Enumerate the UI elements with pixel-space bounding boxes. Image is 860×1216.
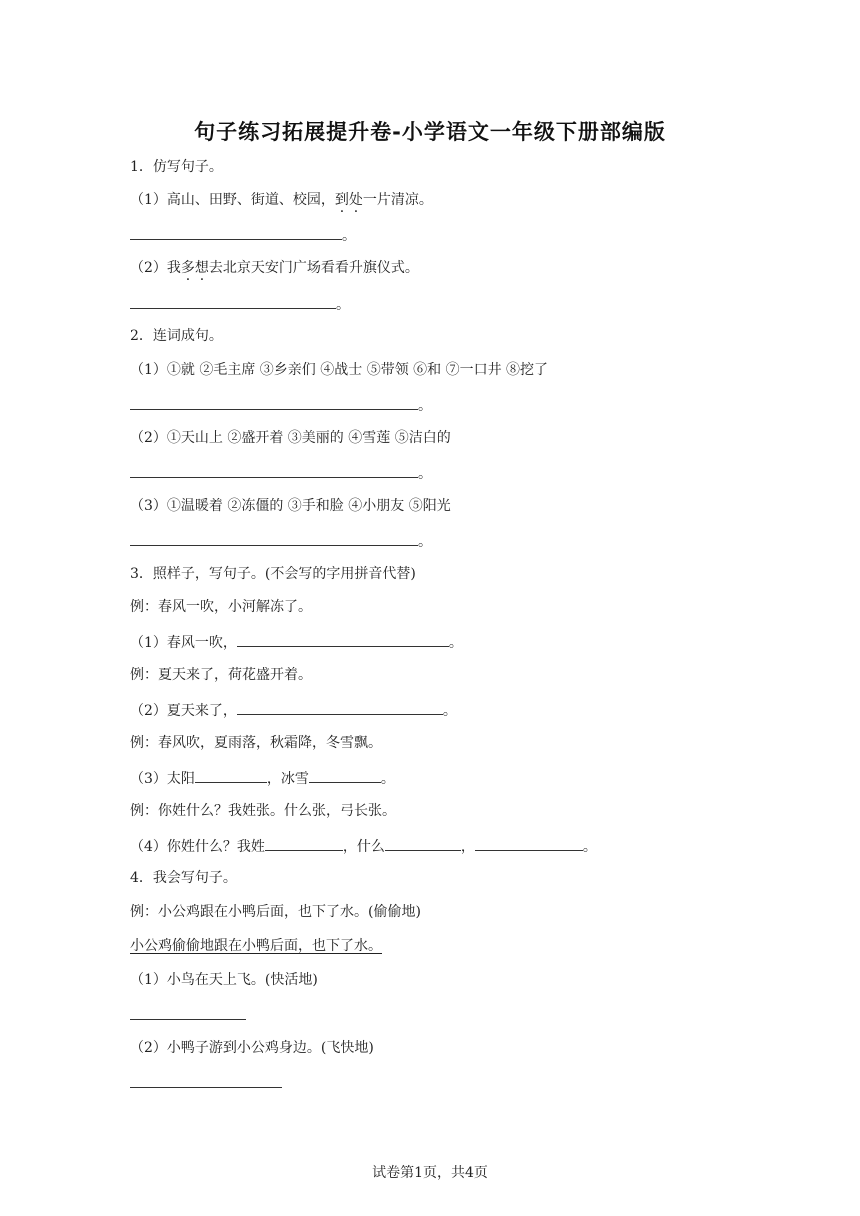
q4-heading: 4．我会写句子。	[130, 870, 237, 886]
emphasis-dot: 多	[180, 260, 195, 276]
q3-example-1: 例：春风一吹，小河解冻了。	[130, 599, 312, 615]
answer-blank[interactable]	[385, 836, 461, 851]
q1-heading: 1．仿写句子。	[130, 159, 223, 175]
q3-item-2: （2）夏天来了， 。	[130, 700, 457, 720]
q3-example-3: 例：春风吹，夏雨落，秋霜降，冬雪飘。	[130, 735, 382, 751]
q2-answer-line-2[interactable]: 。	[130, 463, 432, 483]
q3-example-4: 例：你姓什么？我姓张。什么张，弓长张。	[130, 803, 396, 819]
q4-answer-line-2[interactable]	[130, 1073, 282, 1093]
q2-heading: 2．连词成句。	[130, 328, 223, 344]
answer-blank[interactable]	[130, 395, 418, 410]
q4-example: 例：小公鸡跟在小鸭后面，也下了水。(偷偷地)	[130, 904, 421, 920]
answer-blank[interactable]	[130, 225, 342, 240]
q1-item-2: （2）我多想去北京天安门广场看看升旗仪式。	[130, 260, 419, 276]
answer-blank[interactable]	[475, 836, 583, 851]
q3-heading: 3．照样子，写句子。(不会写的字用拼音代替)	[130, 566, 416, 582]
q3-item-1: （1）春风一吹， 。	[130, 632, 463, 652]
answer-blank[interactable]	[130, 531, 418, 546]
q4-answer-line-1[interactable]	[130, 1005, 246, 1025]
q2-item-3: （3）①温暖着 ②冻僵的 ③手和脸 ④小朋友 ⑤阳光	[130, 498, 451, 514]
emphasis-dot: 想	[194, 260, 209, 276]
answer-blank[interactable]	[130, 1005, 246, 1020]
q2-item-1: （1）①就 ②毛主席 ③乡亲们 ④战士 ⑤带领 ⑥和 ⑦一口井 ⑧挖了	[130, 362, 549, 378]
q2-answer-line-3[interactable]: 。	[130, 531, 432, 551]
q4-item-2: （2）小鸭子游到小公鸡身边。(飞快地)	[130, 1040, 374, 1056]
q1-answer-line-1[interactable]: 。	[130, 225, 356, 245]
emphasis-dot: 处	[348, 192, 363, 208]
q3-item-4: （4）你姓什么？我姓 ，什么 ， 。	[130, 836, 597, 856]
answer-blank[interactable]	[309, 768, 381, 783]
q3-item-3: （3）太阳 ，冰雪 。	[130, 768, 395, 788]
q4-item-1: （1）小鸟在天上飞。(快活地)	[130, 972, 318, 988]
answer-blank[interactable]	[237, 700, 443, 715]
q1-item-1: （1）高山、田野、街道、校园，到处一片清凉。	[130, 192, 433, 208]
page-footer: 试卷第1页，共4页	[372, 1165, 488, 1181]
answer-blank[interactable]	[195, 768, 267, 783]
q3-example-2: 例：夏天来了，荷花盛开着。	[130, 667, 312, 683]
answer-blank[interactable]	[130, 463, 418, 478]
answer-blank[interactable]	[265, 836, 343, 851]
answer-blank[interactable]	[130, 294, 336, 309]
answer-blank[interactable]	[237, 632, 449, 647]
q2-answer-line-1[interactable]: 。	[130, 395, 432, 415]
emphasis-dot: 到	[334, 192, 349, 208]
page-title: 句子练习拓展提升卷-小学语文一年级下册部编版	[194, 120, 666, 144]
q1-answer-line-2[interactable]: 。	[130, 294, 350, 314]
q2-item-2: （2）①天山上 ②盛开着 ③美丽的 ④雪莲 ⑤洁白的	[130, 430, 451, 446]
q4-example-answer: 小公鸡偷偷地跟在小鸭后面，也下了水。	[130, 938, 382, 954]
answer-blank[interactable]	[130, 1073, 282, 1088]
